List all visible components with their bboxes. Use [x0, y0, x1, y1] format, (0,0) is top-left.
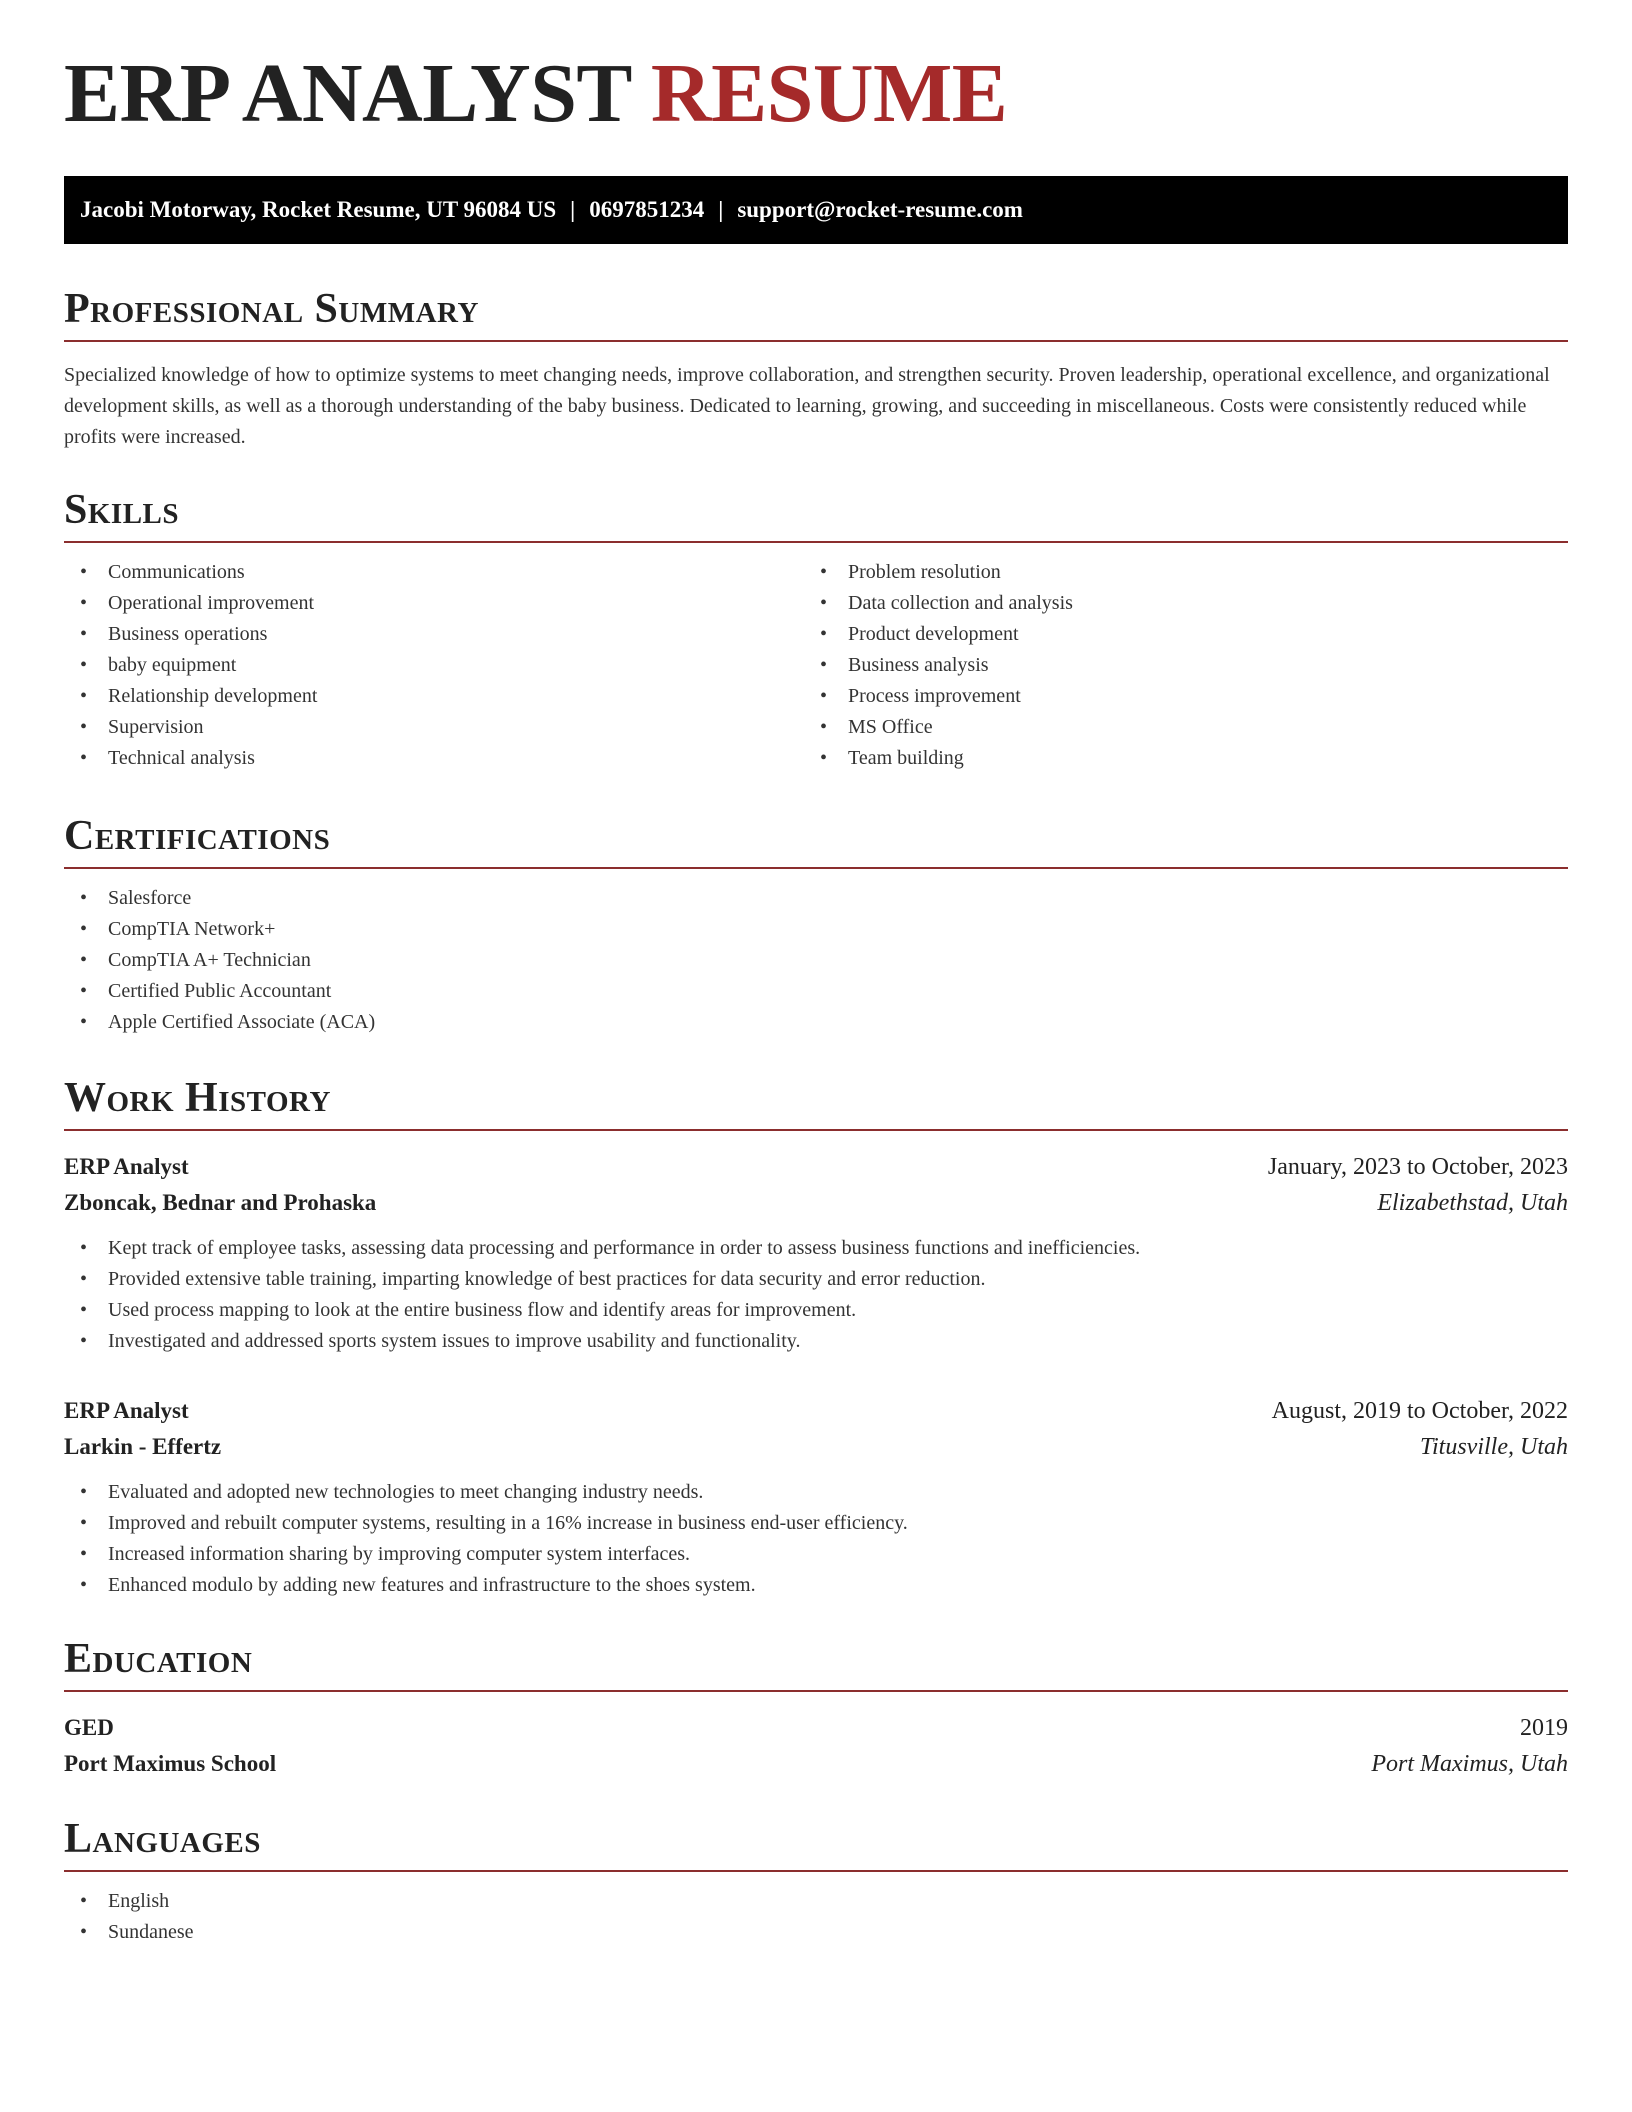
list-item: • English: [64, 1886, 1568, 1917]
list-item: • Supervision: [64, 712, 804, 743]
list-item: • CompTIA A+ Technician: [64, 945, 1568, 976]
list-item: • Technical analysis: [64, 743, 804, 774]
list-item: • Increased information sharing by improving computer system interfaces.: [64, 1539, 1568, 1570]
list-item: • Used process mapping to look at the entire business flow and identify areas for improvement.: [64, 1295, 1568, 1326]
list-item: • Investigated and addressed sports system issues to improve usability and functionality.: [64, 1326, 1568, 1357]
list-item: • Enhanced modulo by adding new features and infrastructure to the shoes system.: [64, 1570, 1568, 1601]
list-item: • Apple Certified Associate (ACA): [64, 1007, 1568, 1038]
languages-heading: Languages: [64, 1812, 1568, 1872]
job-entry: [64, 1393, 1568, 1601]
work-history-section: [64, 1071, 1568, 1601]
list-item: • Problem resolution: [804, 557, 1544, 588]
contact-separator: |: [570, 197, 576, 222]
education-section: [64, 1632, 1568, 1782]
job-entry: [64, 1149, 1568, 1357]
title-part-1: ERP ANALYST: [64, 47, 631, 140]
resume-content: [64, 0, 1568, 1943]
list-item: • Improved and rebuilt computer systems, resulting in a 16% increase in business end-user efficiency.: [64, 1508, 1568, 1539]
list-item: • CompTIA Network+: [64, 914, 1568, 945]
list-item: • Data collection and analysis: [804, 588, 1544, 619]
contact-bar: [64, 176, 1568, 244]
job-location: Titusville, Utah: [1419, 1434, 1568, 1460]
list-item: • Provided extensive table training, imparting knowledge of best practices for data security and error reduction.: [64, 1264, 1568, 1295]
languages-list: [64, 1886, 1568, 1948]
education-year: 2019: [1520, 1715, 1568, 1741]
education-degree-row: [64, 1710, 1568, 1746]
job-bullets: [64, 1477, 1568, 1601]
list-item: • Certified Public Accountant: [64, 976, 1568, 1007]
list-item: • Product development: [804, 619, 1544, 650]
education-school: Port Maximus School: [64, 1751, 277, 1776]
certifications-heading: Certifications: [64, 809, 1568, 869]
list-item: • Salesforce: [64, 883, 1568, 914]
job-dates: January, 2023 to October, 2023: [1267, 1154, 1568, 1180]
education-heading: Education: [64, 1632, 1568, 1692]
list-item: • Relationship development: [64, 681, 804, 712]
skills-list-left: [64, 557, 804, 774]
job-title: ERP Analyst: [64, 1398, 189, 1423]
contact-phone: 0697851234: [589, 197, 705, 222]
education-location: Port Maximus, Utah: [1371, 1751, 1568, 1777]
job-company-row: [64, 1185, 1568, 1221]
job-header-row: [64, 1393, 1568, 1429]
skills-section: [64, 483, 1568, 774]
job-company: Zboncak, Bednar and Prohaska: [64, 1190, 377, 1215]
job-company: Larkin - Effertz: [64, 1434, 222, 1459]
summary-heading: Professional Summary: [64, 282, 1568, 342]
education-entry: [64, 1710, 1568, 1782]
certifications-list: [64, 883, 1568, 1038]
list-item: • Kept track of employee tasks, assessing data processing and performance in order to assess business functions and inefficiencies.: [64, 1233, 1568, 1264]
list-item: • Business operations: [64, 619, 804, 650]
title-part-2: RESUME: [650, 47, 1008, 140]
list-item: • baby equipment: [64, 650, 804, 681]
list-item: • Business analysis: [804, 650, 1544, 681]
job-company-row: [64, 1429, 1568, 1465]
resume-title: [64, 0, 1568, 140]
list-item: • Communications: [64, 557, 804, 588]
education-school-row: [64, 1746, 1568, 1782]
contact-separator: |: [718, 197, 724, 222]
job-header-row: [64, 1149, 1568, 1185]
contact-address: Jacobi Motorway, Rocket Resume, UT 96084 US: [80, 197, 557, 222]
skills-columns: [64, 543, 1568, 774]
job-title: ERP Analyst: [64, 1154, 189, 1179]
skills-list-right: [804, 557, 1544, 774]
list-item: • Sundanese: [64, 1917, 1568, 1948]
list-item: • Evaluated and adopted new technologies to meet changing industry needs.: [64, 1477, 1568, 1508]
contact-email[interactable]: support@rocket-resume.com: [737, 197, 1023, 222]
summary-section: [64, 282, 1568, 453]
summary-text: Specialized knowledge of how to optimize systems to meet changing needs, improve collaboration, and strengthen security. Proven leadership, operational excellence, and organizational development skills, as well as a thorough understanding of the baby business. Dedicated to learning, growing, and succeeding in miscellaneous. Costs were consistently reduced while profits were increased.: [64, 364, 1550, 448]
skills-heading: Skills: [64, 483, 1568, 543]
job-bullets: [64, 1233, 1568, 1357]
work-history-heading: Work History: [64, 1071, 1568, 1131]
job-location: Elizabethstad, Utah: [1377, 1190, 1568, 1216]
education-degree: GED: [64, 1715, 114, 1740]
list-item: • Team building: [804, 743, 1544, 774]
certifications-section: [64, 809, 1568, 1038]
job-dates: August, 2019 to October, 2022: [1271, 1398, 1568, 1424]
list-item: • Process improvement: [804, 681, 1544, 712]
list-item: • MS Office: [804, 712, 1544, 743]
list-item: • Operational improvement: [64, 588, 804, 619]
languages-section: [64, 1812, 1568, 1948]
